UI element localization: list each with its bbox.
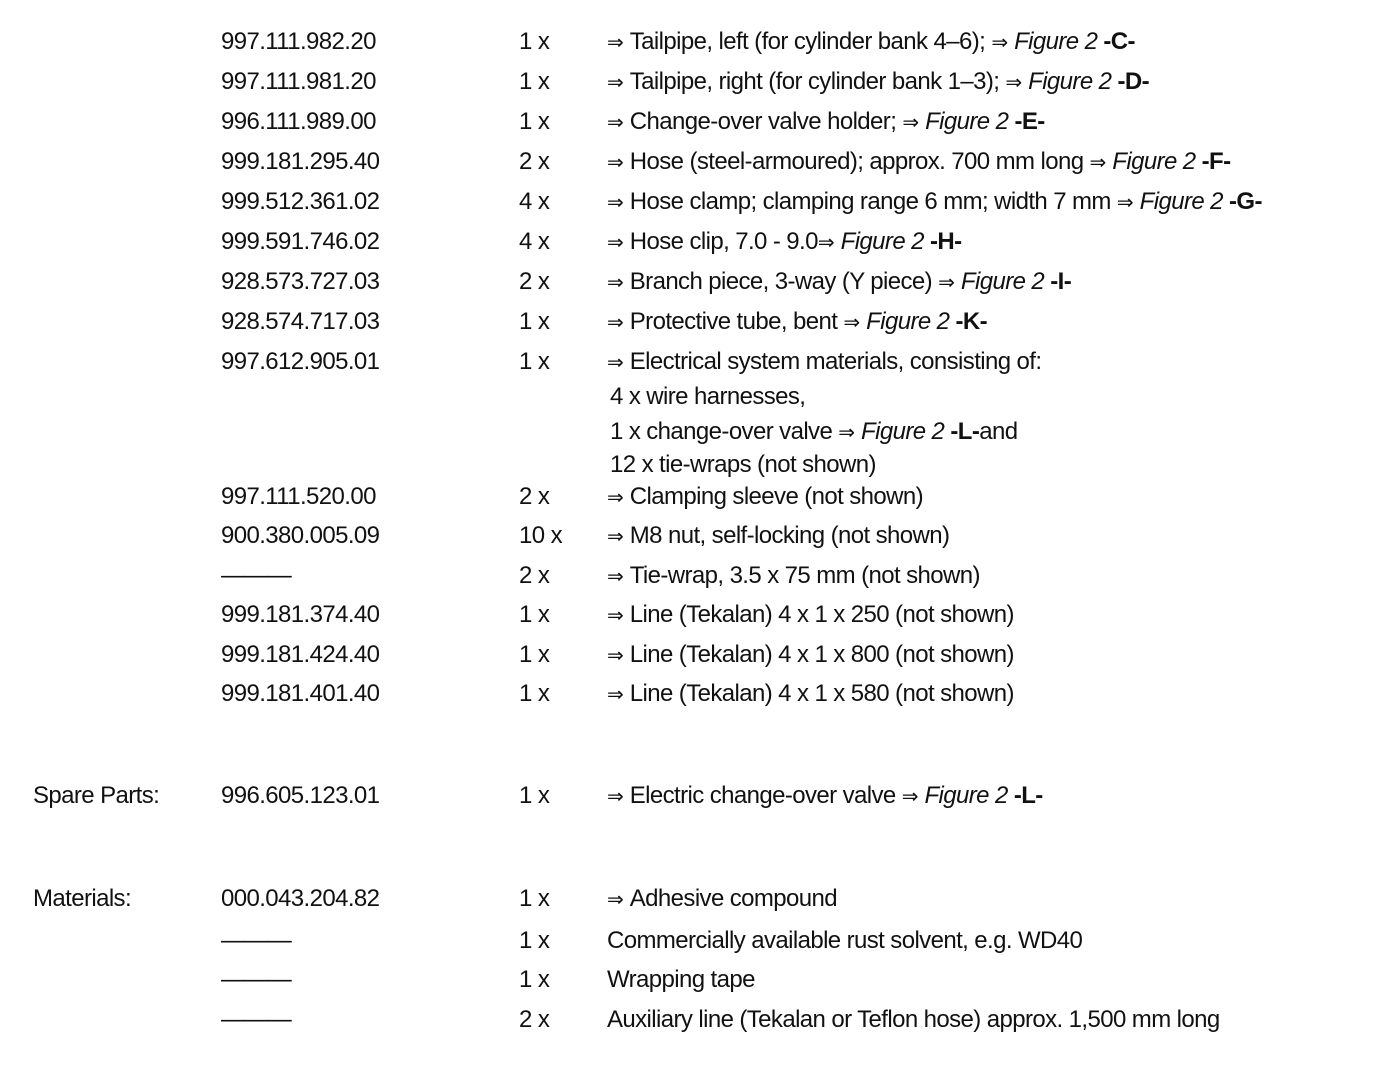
figure-letter: -D-: [1117, 68, 1149, 95]
quantity: 2 x: [519, 268, 550, 295]
part-number: 928.574.717.03: [221, 308, 380, 335]
figure-reference: Figure 2: [924, 782, 1008, 809]
part-number: 997.111.520.00: [221, 483, 376, 510]
section-label: Spare Parts:: [33, 782, 160, 809]
quantity: 2 x: [519, 562, 550, 589]
parts-row: [0, 638, 1376, 672]
part-number: 928.573.727.03: [221, 268, 380, 295]
description: ⇒ Line (Tekalan) 4 x 1 x 800 (not shown): [607, 641, 1014, 668]
figure-reference: Figure 2: [840, 228, 924, 255]
description: ⇒ Adhesive compound: [607, 885, 838, 912]
arrow-icon: ⇒: [938, 270, 955, 294]
part-number: ———: [221, 927, 292, 954]
section-label: Materials:: [33, 885, 132, 912]
arrow-icon: ⇒: [843, 310, 861, 334]
parts-row: [0, 345, 1376, 379]
part-number: 997.111.981.20: [221, 68, 376, 95]
figure-letter: -G-: [1229, 188, 1262, 215]
part-number: 996.605.123.01: [221, 782, 380, 809]
description: Wrapping tape: [607, 966, 755, 993]
spare-parts-row: [0, 779, 1376, 813]
figure-letter: -H-: [929, 228, 962, 255]
parts-row: [0, 677, 1376, 711]
quantity: 1 x: [519, 966, 550, 993]
electrical-sub-line: 1 x change-over valve ⇒ Figure 2 -L-and: [610, 418, 1018, 445]
part-number: 999.181.401.40: [221, 680, 380, 707]
parts-row: [0, 225, 1376, 259]
arrow-icon: ⇒: [607, 784, 624, 808]
parts-row: [0, 519, 1376, 553]
arrow-icon: ⇒: [607, 524, 624, 548]
arrow-icon: ⇒: [607, 350, 624, 374]
quantity: 1 x: [519, 68, 550, 95]
figure-reference: Figure 2: [866, 308, 950, 335]
quantity: 4 x: [519, 228, 550, 255]
figure-letter: -F-: [1201, 148, 1231, 175]
description: ⇒ Change-over valve holder; ⇒ Figure 2 -E-: [607, 108, 1045, 135]
description: ⇒ Line (Tekalan) 4 x 1 x 250 (not shown): [607, 601, 1014, 628]
parts-row: [0, 185, 1376, 219]
figure-letter: -E-: [1014, 108, 1045, 135]
figure-letter: -K-: [955, 308, 988, 335]
quantity: 1 x: [519, 641, 550, 668]
figure-reference: Figure 2: [1014, 28, 1098, 55]
quantity: 1 x: [519, 108, 550, 135]
arrow-icon: ⇒: [607, 190, 624, 214]
arrow-icon: ⇒: [607, 887, 624, 911]
parts-row: [0, 480, 1376, 514]
figure-letter: -I-: [1050, 268, 1072, 295]
part-number: 999.181.424.40: [221, 641, 380, 668]
part-number: 999.591.746.02: [221, 228, 380, 255]
arrow-icon: ⇒: [817, 230, 835, 254]
quantity: 2 x: [519, 483, 550, 510]
figure-letter: -C-: [1103, 28, 1135, 55]
description: ⇒ M8 nut, self-locking (not shown): [607, 522, 950, 549]
description: ⇒ Branch piece, 3-way (Y piece) ⇒ Figure 2 -I-: [607, 268, 1072, 295]
quantity: 2 x: [519, 148, 550, 175]
arrow-icon: ⇒: [607, 270, 624, 294]
figure-reference: Figure 2: [960, 268, 1045, 295]
quantity: 1 x: [519, 348, 550, 375]
electrical-sub-line: 12 x tie-wraps (not shown): [610, 451, 876, 478]
figure-letter: -L-: [1013, 782, 1043, 809]
materials-row: [0, 963, 1376, 997]
description: ⇒ Protective tube, bent ⇒ Figure 2 -K-: [607, 308, 988, 335]
quantity: 1 x: [519, 680, 550, 707]
part-number: 997.612.905.01: [221, 348, 380, 375]
part-number: 900.380.005.09: [221, 522, 380, 549]
arrow-icon: ⇒: [838, 420, 856, 444]
part-number: ———: [221, 966, 292, 993]
description: ⇒ Hose clip, 7.0 - 9.0⇒ Figure 2 -H-: [607, 228, 962, 255]
description: Commercially available rust solvent, e.g. WD40: [607, 927, 1083, 954]
arrow-icon: ⇒: [607, 30, 624, 54]
arrow-icon: ⇒: [607, 485, 624, 509]
description: Auxiliary line (Tekalan or Teflon hose) approx. 1,500 mm long: [607, 1006, 1220, 1033]
parts-row: [0, 305, 1376, 339]
quantity: 1 x: [519, 885, 550, 912]
part-number: 996.111.989.00: [221, 108, 376, 135]
parts-row: [0, 598, 1376, 632]
arrow-icon: ⇒: [1089, 150, 1107, 174]
quantity: 1 x: [519, 782, 550, 809]
materials-row: [0, 1003, 1376, 1037]
description: ⇒ Electrical system materials, consisting of:: [607, 348, 1042, 375]
parts-row: [0, 25, 1376, 59]
description: ⇒ Clamping sleeve (not shown): [607, 483, 924, 510]
figure-reference: Figure 2: [861, 418, 945, 445]
parts-row: [0, 65, 1376, 99]
figure-reference: Figure 2: [1112, 148, 1196, 175]
part-number: 000.043.204.82: [221, 885, 380, 912]
parts-row: [0, 265, 1376, 299]
figure-reference: Figure 2: [925, 108, 1009, 135]
part-number: ———: [221, 1006, 292, 1033]
arrow-icon: ⇒: [607, 150, 624, 174]
description: ⇒ Hose clamp; clamping range 6 mm; width 7 mm ⇒ Figure 2 -G-: [607, 188, 1262, 215]
quantity: 1 x: [519, 308, 550, 335]
arrow-icon: ⇒: [1005, 70, 1023, 94]
arrow-icon: ⇒: [607, 230, 624, 254]
quantity: 1 x: [519, 28, 550, 55]
arrow-icon: ⇒: [1116, 190, 1134, 214]
figure-letter: -L-: [950, 418, 980, 445]
part-number: 999.181.295.40: [221, 148, 380, 175]
arrow-icon: ⇒: [607, 310, 624, 334]
figure-reference: Figure 2: [1139, 188, 1223, 215]
arrow-icon: ⇒: [607, 682, 624, 706]
description: ⇒ Tie-wrap, 3.5 x 75 mm (not shown): [607, 562, 980, 589]
parts-row: [0, 105, 1376, 139]
parts-row: [0, 559, 1376, 593]
arrow-icon: ⇒: [902, 110, 920, 134]
description: ⇒ Line (Tekalan) 4 x 1 x 580 (not shown): [607, 680, 1014, 707]
arrow-icon: ⇒: [607, 110, 624, 134]
parts-row: [0, 145, 1376, 179]
arrow-icon: ⇒: [607, 70, 624, 94]
quantity: 1 x: [519, 601, 550, 628]
part-number: 999.181.374.40: [221, 601, 380, 628]
part-number: 999.512.361.02: [221, 188, 380, 215]
quantity: 1 x: [519, 927, 550, 954]
materials-row: [0, 924, 1376, 958]
description: ⇒ Electric change-over valve ⇒ Figure 2 -L-: [607, 782, 1043, 809]
description: ⇒ Hose (steel-armoured); approx. 700 mm long ⇒ Figure 2 -F-: [607, 148, 1231, 175]
arrow-icon: ⇒: [607, 603, 624, 627]
arrow-icon: ⇒: [991, 30, 1009, 54]
arrow-icon: ⇒: [607, 564, 624, 588]
description: ⇒ Tailpipe, right (for cylinder bank 1–3); ⇒ Figure 2 -D-: [607, 68, 1149, 95]
figure-reference: Figure 2: [1028, 68, 1112, 95]
quantity: 4 x: [519, 188, 550, 215]
description: ⇒ Tailpipe, left (for cylinder bank 4–6); ⇒ Figure 2 -C-: [607, 28, 1135, 55]
arrow-icon: ⇒: [607, 643, 624, 667]
part-number: 997.111.982.20: [221, 28, 376, 55]
part-number: ———: [221, 562, 292, 589]
electrical-sub-line: 4 x wire harnesses,: [610, 383, 806, 410]
quantity: 2 x: [519, 1006, 550, 1033]
quantity: 10 x: [519, 522, 562, 549]
materials-row: [0, 882, 1376, 916]
arrow-icon: ⇒: [901, 784, 919, 808]
